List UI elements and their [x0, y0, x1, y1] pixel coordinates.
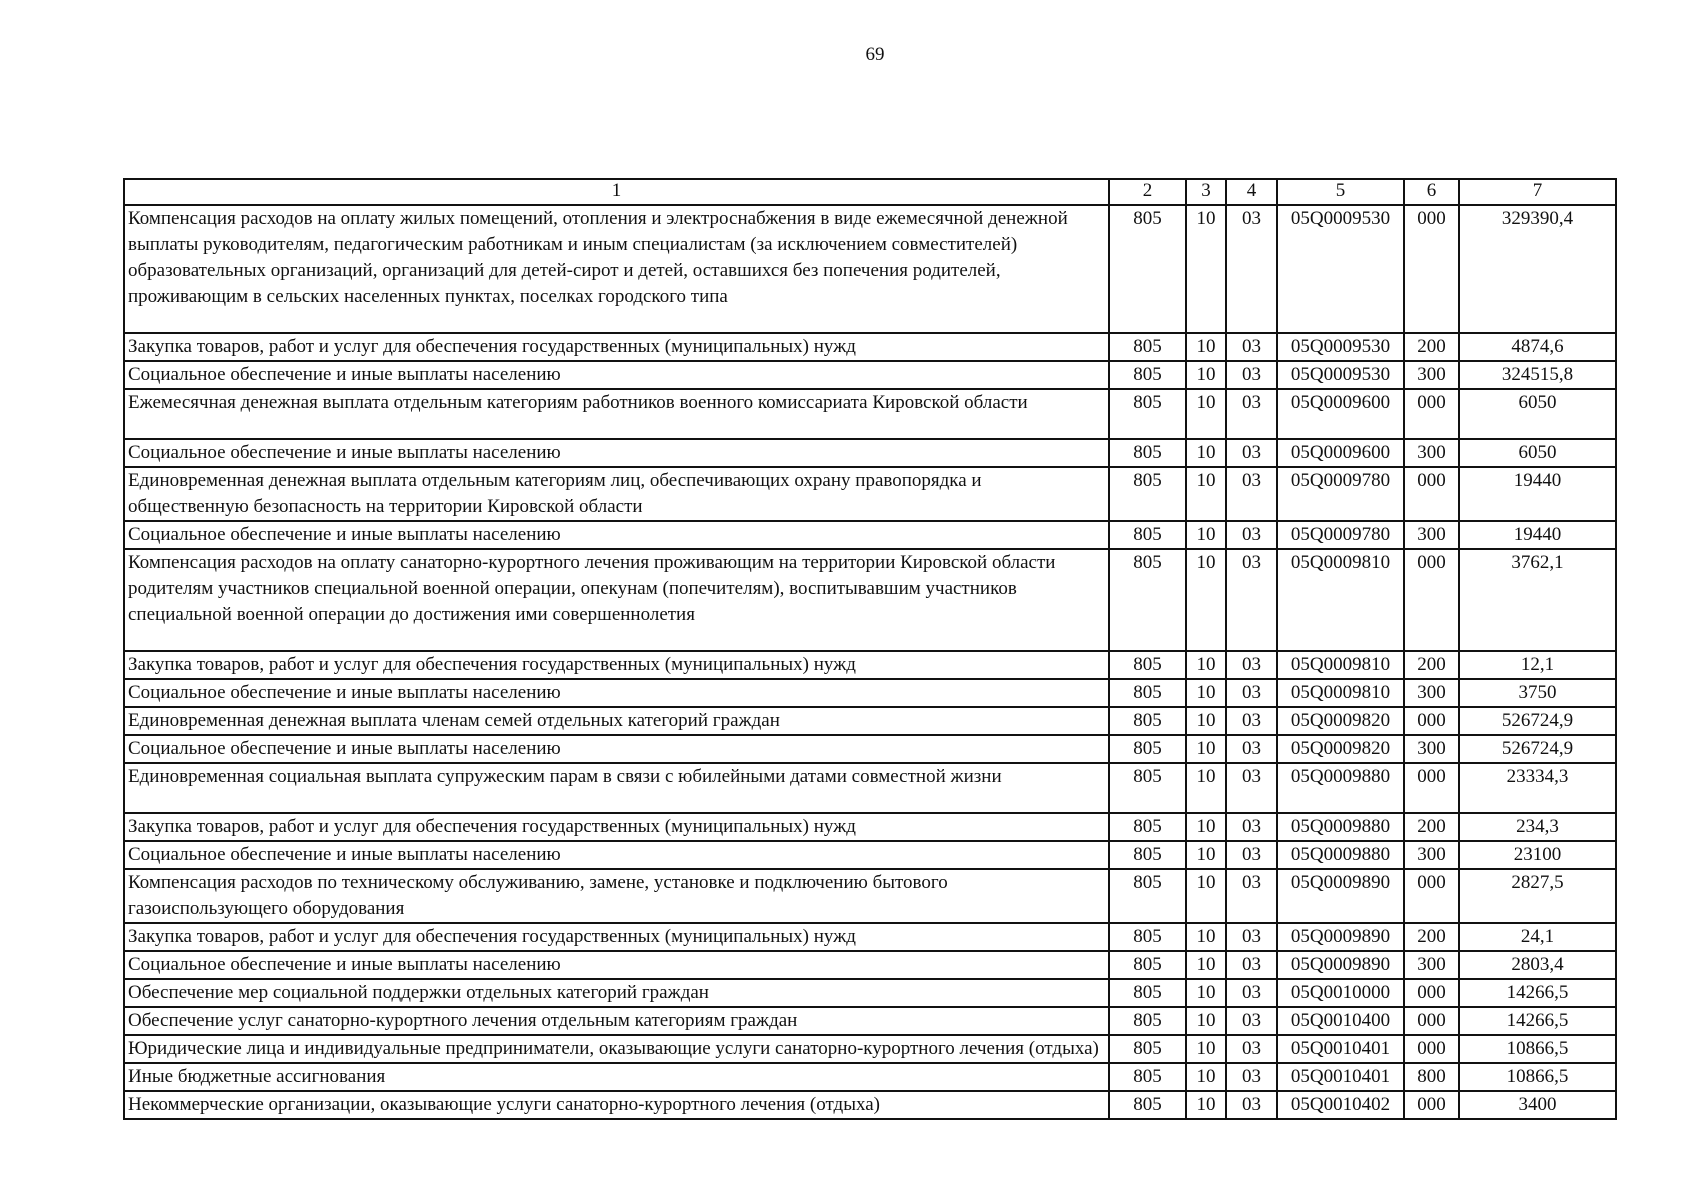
amount-cell: 23334,3: [1459, 763, 1616, 813]
expense-type-code-cell: 000: [1404, 467, 1459, 521]
target-item-code-cell: 05Q0010402: [1277, 1091, 1404, 1119]
ministry-code-cell: 805: [1109, 1063, 1186, 1091]
ministry-code-cell: 805: [1109, 467, 1186, 521]
section-code-cell: 10: [1186, 1035, 1226, 1063]
table-row: [124, 979, 1616, 1007]
expense-name-cell: Компенсация расходов на оплату санаторно-курортного лечения проживающим на территории Кировской области родителям участников специальной военной операции, опекунам (попечителям), воспитывавшим участников специальной военной операции до достижения ими совершеннолетия: [124, 549, 1109, 651]
expense-type-code-cell: 300: [1404, 841, 1459, 869]
target-item-code-cell: 05Q0009890: [1277, 869, 1404, 923]
table-row: [124, 1007, 1616, 1035]
target-item-code-cell: 05Q0009880: [1277, 763, 1404, 813]
amount-cell: 24,1: [1459, 923, 1616, 951]
amount-cell: 4874,6: [1459, 333, 1616, 361]
budget-table: [123, 178, 1617, 1120]
target-item-code-cell: 05Q0009810: [1277, 651, 1404, 679]
expense-name-cell: Обеспечение мер социальной поддержки отдельных категорий граждан: [124, 979, 1109, 1007]
expense-type-code-cell: 000: [1404, 1007, 1459, 1035]
column-header: 7: [1459, 179, 1616, 205]
target-item-code-cell: 05Q0009880: [1277, 813, 1404, 841]
section-code-cell: 10: [1186, 979, 1226, 1007]
subsection-code-cell: 03: [1226, 813, 1277, 841]
amount-cell: 14266,5: [1459, 979, 1616, 1007]
target-item-code-cell: 05Q0009530: [1277, 361, 1404, 389]
section-code-cell: 10: [1186, 923, 1226, 951]
amount-cell: 234,3: [1459, 813, 1616, 841]
table-row: [124, 735, 1616, 763]
table-row: [124, 521, 1616, 549]
expense-name-cell: Социальное обеспечение и иные выплаты населению: [124, 679, 1109, 707]
amount-cell: 12,1: [1459, 651, 1616, 679]
table-row: [124, 813, 1616, 841]
target-item-code-cell: 05Q0010400: [1277, 1007, 1404, 1035]
table-row: [124, 1035, 1616, 1063]
column-header: 1: [124, 179, 1109, 205]
subsection-code-cell: 03: [1226, 1035, 1277, 1063]
ministry-code-cell: 805: [1109, 813, 1186, 841]
expense-type-code-cell: 000: [1404, 389, 1459, 439]
subsection-code-cell: 03: [1226, 361, 1277, 389]
ministry-code-cell: 805: [1109, 1035, 1186, 1063]
subsection-code-cell: 03: [1226, 389, 1277, 439]
column-header: 2: [1109, 179, 1186, 205]
subsection-code-cell: 03: [1226, 763, 1277, 813]
table-row: [124, 1063, 1616, 1091]
ministry-code-cell: 805: [1109, 763, 1186, 813]
section-code-cell: 10: [1186, 763, 1226, 813]
section-code-cell: 10: [1186, 361, 1226, 389]
amount-cell: 19440: [1459, 521, 1616, 549]
table-row: [124, 361, 1616, 389]
ministry-code-cell: 805: [1109, 1007, 1186, 1035]
section-code-cell: 10: [1186, 521, 1226, 549]
subsection-code-cell: 03: [1226, 869, 1277, 923]
column-header: 4: [1226, 179, 1277, 205]
expense-name-cell: Социальное обеспечение и иные выплаты населению: [124, 841, 1109, 869]
table-header-row: [124, 179, 1616, 205]
subsection-code-cell: 03: [1226, 1007, 1277, 1035]
subsection-code-cell: 03: [1226, 439, 1277, 467]
expense-name-cell: Единовременная социальная выплата супружеским парам в связи с юбилейными датами совместной жизни: [124, 763, 1109, 813]
ministry-code-cell: 805: [1109, 651, 1186, 679]
amount-cell: 2827,5: [1459, 869, 1616, 923]
subsection-code-cell: 03: [1226, 679, 1277, 707]
table-row: [124, 1091, 1616, 1119]
amount-cell: 10866,5: [1459, 1035, 1616, 1063]
ministry-code-cell: 805: [1109, 841, 1186, 869]
expense-name-cell: Некоммерческие организации, оказывающие услуги санаторно-курортного лечения (отдыха): [124, 1091, 1109, 1119]
subsection-code-cell: 03: [1226, 735, 1277, 763]
table-row: [124, 923, 1616, 951]
amount-cell: 6050: [1459, 389, 1616, 439]
subsection-code-cell: 03: [1226, 467, 1277, 521]
target-item-code-cell: 05Q0009780: [1277, 467, 1404, 521]
section-code-cell: 10: [1186, 205, 1226, 333]
subsection-code-cell: 03: [1226, 707, 1277, 735]
section-code-cell: 10: [1186, 813, 1226, 841]
expense-type-code-cell: 300: [1404, 679, 1459, 707]
section-code-cell: 10: [1186, 735, 1226, 763]
table-row: [124, 679, 1616, 707]
column-header: 6: [1404, 179, 1459, 205]
subsection-code-cell: 03: [1226, 521, 1277, 549]
expense-name-cell: Компенсация расходов по техническому обслуживанию, замене, установке и подключению бытового газоиспользующего оборудования: [124, 869, 1109, 923]
column-header: 5: [1277, 179, 1404, 205]
amount-cell: 6050: [1459, 439, 1616, 467]
section-code-cell: 10: [1186, 439, 1226, 467]
ministry-code-cell: 805: [1109, 549, 1186, 651]
section-code-cell: 10: [1186, 389, 1226, 439]
expense-name-cell: Социальное обеспечение и иные выплаты населению: [124, 521, 1109, 549]
subsection-code-cell: 03: [1226, 923, 1277, 951]
ministry-code-cell: 805: [1109, 951, 1186, 979]
target-item-code-cell: 05Q0009780: [1277, 521, 1404, 549]
target-item-code-cell: 05Q0010000: [1277, 979, 1404, 1007]
subsection-code-cell: 03: [1226, 651, 1277, 679]
expense-type-code-cell: 000: [1404, 707, 1459, 735]
target-item-code-cell: 05Q0009890: [1277, 923, 1404, 951]
section-code-cell: 10: [1186, 841, 1226, 869]
ministry-code-cell: 805: [1109, 735, 1186, 763]
amount-cell: 329390,4: [1459, 205, 1616, 333]
expense-name-cell: Социальное обеспечение и иные выплаты населению: [124, 735, 1109, 763]
table-row: [124, 549, 1616, 651]
table-row: [124, 869, 1616, 923]
expense-type-code-cell: 000: [1404, 869, 1459, 923]
expense-type-code-cell: 200: [1404, 651, 1459, 679]
expense-type-code-cell: 000: [1404, 205, 1459, 333]
expense-name-cell: Иные бюджетные ассигнования: [124, 1063, 1109, 1091]
ministry-code-cell: 805: [1109, 389, 1186, 439]
table-row: [124, 333, 1616, 361]
expense-type-code-cell: 000: [1404, 979, 1459, 1007]
table-row: [124, 467, 1616, 521]
amount-cell: 3400: [1459, 1091, 1616, 1119]
expense-type-code-cell: 800: [1404, 1063, 1459, 1091]
table-row: [124, 951, 1616, 979]
amount-cell: 3762,1: [1459, 549, 1616, 651]
target-item-code-cell: 05Q0009810: [1277, 679, 1404, 707]
expense-name-cell: Закупка товаров, работ и услуг для обеспечения государственных (муниципальных) нужд: [124, 651, 1109, 679]
amount-cell: 3750: [1459, 679, 1616, 707]
amount-cell: 2803,4: [1459, 951, 1616, 979]
subsection-code-cell: 03: [1226, 1063, 1277, 1091]
expense-type-code-cell: 200: [1404, 923, 1459, 951]
section-code-cell: 10: [1186, 549, 1226, 651]
expense-type-code-cell: 200: [1404, 333, 1459, 361]
expense-type-code-cell: 300: [1404, 439, 1459, 467]
section-code-cell: 10: [1186, 333, 1226, 361]
target-item-code-cell: 05Q0009820: [1277, 707, 1404, 735]
amount-cell: 324515,8: [1459, 361, 1616, 389]
column-header: 3: [1186, 179, 1226, 205]
ministry-code-cell: 805: [1109, 439, 1186, 467]
expense-type-code-cell: 300: [1404, 735, 1459, 763]
target-item-code-cell: 05Q0009600: [1277, 439, 1404, 467]
expense-name-cell: Единовременная денежная выплата членам семей отдельных категорий граждан: [124, 707, 1109, 735]
expense-type-code-cell: 000: [1404, 1091, 1459, 1119]
expense-name-cell: Закупка товаров, работ и услуг для обеспечения государственных (муниципальных) нужд: [124, 923, 1109, 951]
table-row: [124, 763, 1616, 813]
ministry-code-cell: 805: [1109, 679, 1186, 707]
target-item-code-cell: 05Q0009530: [1277, 205, 1404, 333]
expense-name-cell: Социальное обеспечение и иные выплаты населению: [124, 951, 1109, 979]
target-item-code-cell: 05Q0009530: [1277, 333, 1404, 361]
target-item-code-cell: 05Q0010401: [1277, 1035, 1404, 1063]
ministry-code-cell: 805: [1109, 707, 1186, 735]
subsection-code-cell: 03: [1226, 979, 1277, 1007]
target-item-code-cell: 05Q0009890: [1277, 951, 1404, 979]
ministry-code-cell: 805: [1109, 521, 1186, 549]
amount-cell: 526724,9: [1459, 735, 1616, 763]
subsection-code-cell: 03: [1226, 951, 1277, 979]
amount-cell: 10866,5: [1459, 1063, 1616, 1091]
table-row: [124, 841, 1616, 869]
ministry-code-cell: 805: [1109, 979, 1186, 1007]
ministry-code-cell: 805: [1109, 361, 1186, 389]
ministry-code-cell: 805: [1109, 333, 1186, 361]
subsection-code-cell: 03: [1226, 1091, 1277, 1119]
section-code-cell: 10: [1186, 869, 1226, 923]
target-item-code-cell: 05Q0009820: [1277, 735, 1404, 763]
expense-type-code-cell: 300: [1404, 951, 1459, 979]
section-code-cell: 10: [1186, 1091, 1226, 1119]
section-code-cell: 10: [1186, 467, 1226, 521]
subsection-code-cell: 03: [1226, 333, 1277, 361]
subsection-code-cell: 03: [1226, 549, 1277, 651]
page-number: 69: [865, 44, 885, 65]
expense-name-cell: Социальное обеспечение и иные выплаты населению: [124, 439, 1109, 467]
expense-name-cell: Закупка товаров, работ и услуг для обеспечения государственных (муниципальных) нужд: [124, 813, 1109, 841]
expense-type-code-cell: 000: [1404, 549, 1459, 651]
target-item-code-cell: 05Q0009600: [1277, 389, 1404, 439]
table-row: [124, 707, 1616, 735]
target-item-code-cell: 05Q0010401: [1277, 1063, 1404, 1091]
expense-type-code-cell: 000: [1404, 1035, 1459, 1063]
expense-name-cell: Ежемесячная денежная выплата отдельным категориям работников военного комиссариата Кировской области: [124, 389, 1109, 439]
ministry-code-cell: 805: [1109, 869, 1186, 923]
amount-cell: 23100: [1459, 841, 1616, 869]
section-code-cell: 10: [1186, 651, 1226, 679]
expense-name-cell: Юридические лица и индивидуальные предприниматели, оказывающие услуги санаторно-курортного лечения (отдыха): [124, 1035, 1109, 1063]
table-row: [124, 389, 1616, 439]
section-code-cell: 10: [1186, 679, 1226, 707]
expense-name-cell: Закупка товаров, работ и услуг для обеспечения государственных (муниципальных) нужд: [124, 333, 1109, 361]
target-item-code-cell: 05Q0009810: [1277, 549, 1404, 651]
section-code-cell: 10: [1186, 1063, 1226, 1091]
amount-cell: 14266,5: [1459, 1007, 1616, 1035]
expense-type-code-cell: 200: [1404, 813, 1459, 841]
table-row: [124, 205, 1616, 333]
expense-type-code-cell: 300: [1404, 521, 1459, 549]
expense-name-cell: Обеспечение услуг санаторно-курортного лечения отдельным категориям граждан: [124, 1007, 1109, 1035]
amount-cell: 19440: [1459, 467, 1616, 521]
subsection-code-cell: 03: [1226, 841, 1277, 869]
target-item-code-cell: 05Q0009880: [1277, 841, 1404, 869]
expense-type-code-cell: 000: [1404, 763, 1459, 813]
expense-name-cell: Единовременная денежная выплата отдельным категориям лиц, обеспечивающих охрану правопорядка и общественную безопасность на территории Кировской области: [124, 467, 1109, 521]
expense-name-cell: Социальное обеспечение и иные выплаты населению: [124, 361, 1109, 389]
ministry-code-cell: 805: [1109, 1091, 1186, 1119]
ministry-code-cell: 805: [1109, 923, 1186, 951]
expense-name-cell: Компенсация расходов на оплату жилых помещений, отопления и электроснабжения в виде ежемесячной денежной выплаты руководителям, педагогическим работникам и иным специалистам (за исключением совместителей) образовательных организаций, организаций для детей-сирот и детей, оставшихся без попечения родителей, проживающим в сельских населенных пунктах, поселках городского типа: [124, 205, 1109, 333]
section-code-cell: 10: [1186, 1007, 1226, 1035]
section-code-cell: 10: [1186, 951, 1226, 979]
ministry-code-cell: 805: [1109, 205, 1186, 333]
table-row: [124, 439, 1616, 467]
subsection-code-cell: 03: [1226, 205, 1277, 333]
section-code-cell: 10: [1186, 707, 1226, 735]
expense-type-code-cell: 300: [1404, 361, 1459, 389]
amount-cell: 526724,9: [1459, 707, 1616, 735]
table-row: [124, 651, 1616, 679]
